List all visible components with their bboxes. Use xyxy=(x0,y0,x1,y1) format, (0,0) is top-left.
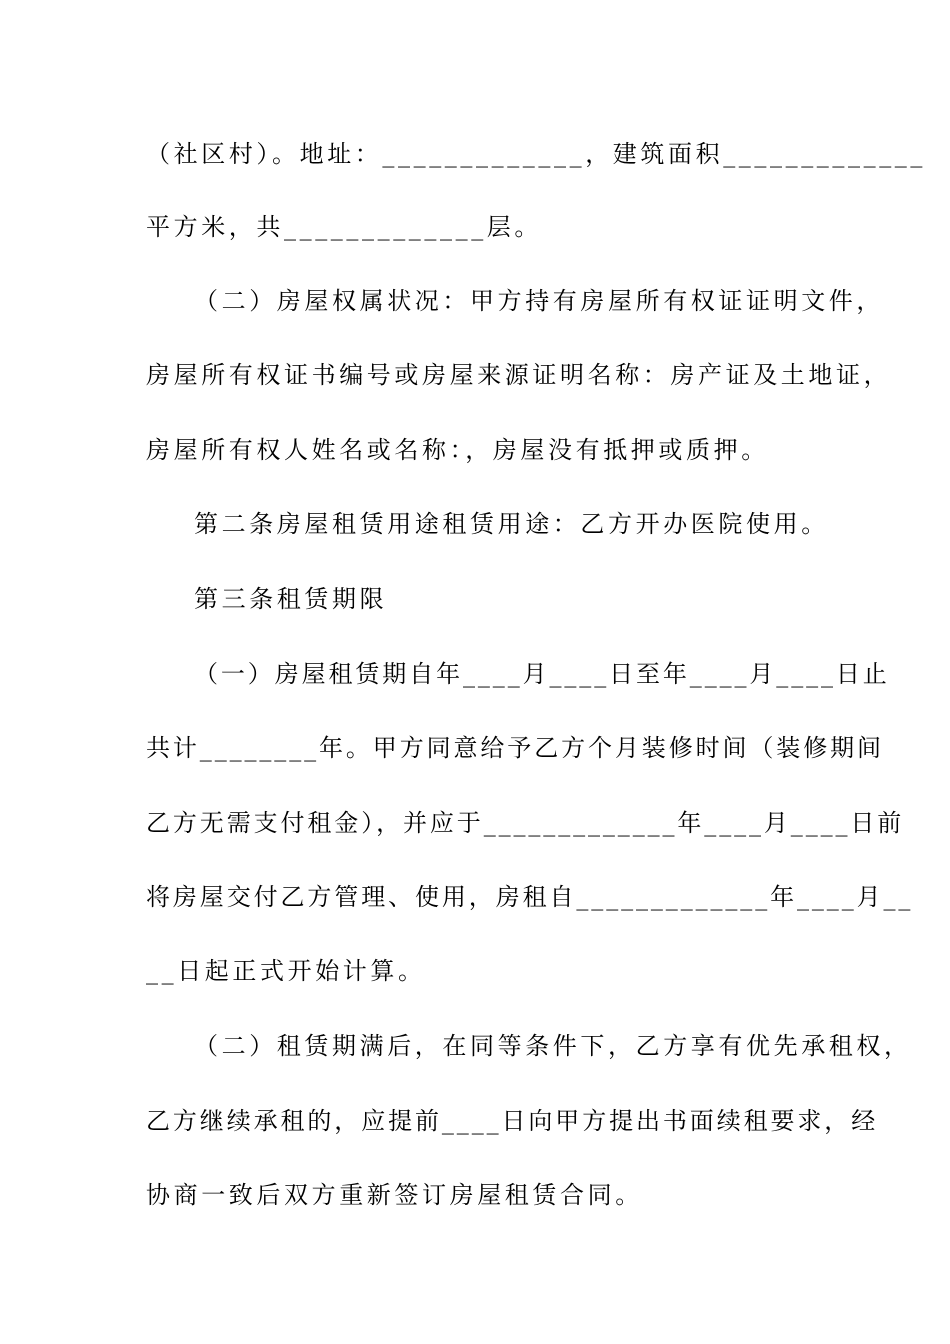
text-line: 共计________年。甲方同意给予乙方个月装修时间（装修期间 xyxy=(146,734,884,762)
text-line: __日起正式开始计算。 xyxy=(146,957,426,985)
section-heading: 第二条房屋租赁用途租赁用途：乙方开办医院使用。 xyxy=(194,510,829,538)
text-line: （二）房屋权属状况：甲方持有房屋所有权证证明文件， xyxy=(194,287,884,315)
text-line: 将房屋交付乙方管理、使用，房租自_____________年____月__ xyxy=(146,883,914,911)
text-line: 房屋所有权证书编号或房屋来源证明名称：房产证及土地证， xyxy=(146,361,892,389)
text-line: （一）房屋租赁期自年____月____日至年____月____日止 xyxy=(194,660,890,688)
section-heading: 第三条租赁期限 xyxy=(194,585,388,613)
text-line: 乙方继续承租的，应提前____日向甲方提出书面续租要求，经 xyxy=(146,1107,879,1135)
text-line: 平方米，共_____________层。 xyxy=(146,213,542,241)
text-line: （二）租赁期满后，在同等条件下，乙方享有优先承租权， xyxy=(194,1032,912,1060)
text-line: 乙方无需支付租金），并应于_____________年____月____日前 xyxy=(146,809,905,837)
text-line: 房屋所有权人姓名或名称：，房屋没有抵押或质押。 xyxy=(146,436,769,464)
text-line: 协商一致后双方重新签订房屋租赁合同。 xyxy=(146,1181,643,1209)
text-line: （社区村）。地址：_____________，建筑面积_____________ xyxy=(146,140,926,168)
